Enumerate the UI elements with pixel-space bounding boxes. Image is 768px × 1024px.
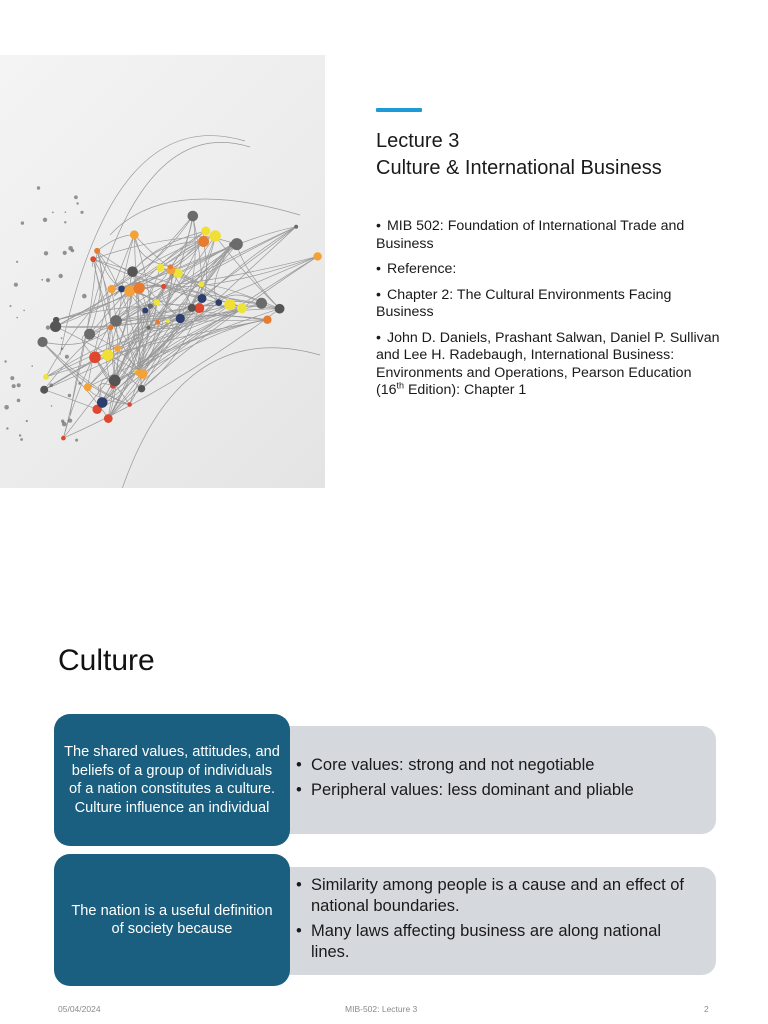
accent-bar — [376, 108, 422, 112]
book-citation: John D. Daniels, Prashant Salwan, Daniel P. Sullivan and Lee H. Radebaugh, International Business: Environments and Operations, Pearson Education (16 — [376, 329, 720, 398]
bullet-icon: • — [376, 286, 381, 303]
bullet-icon: • — [296, 876, 302, 894]
values-panel — [270, 726, 716, 834]
bullet-icon: • — [376, 218, 381, 234]
nation-definition-card — [54, 854, 290, 986]
list-item — [296, 875, 698, 917]
list-item — [296, 921, 698, 963]
bullet-icon: • — [296, 781, 302, 799]
reasons-list — [296, 875, 698, 967]
nation-definition-text: The nation is a useful definition of society because — [71, 902, 273, 937]
list-item — [376, 261, 721, 279]
page-number: 2 — [704, 1004, 709, 1014]
peripheral-values-text: Peripheral values: less dominant and pliable — [311, 781, 634, 799]
network-globe-graphic — [0, 55, 325, 488]
bullet-icon: • — [376, 261, 381, 277]
list-item — [376, 218, 721, 253]
core-values-text: Core values: strong and not negotiable — [311, 756, 595, 774]
slide-title: Culture — [58, 644, 155, 677]
list-item — [296, 755, 698, 776]
footer-date: 05/04/2024 — [58, 1004, 101, 1014]
laws-text: Many laws affecting business are along national lines. — [311, 922, 662, 961]
culture-definition-text: The shared values, attitudes, and beliefs of a group of individuals of a nation constitutes a culture. Culture influence an individual — [64, 744, 280, 816]
list-item — [376, 287, 721, 322]
culture-definition-card — [54, 714, 290, 846]
bullet-icon: • — [376, 329, 381, 346]
course-info-list — [376, 218, 721, 408]
footer-course: MIB-502: Lecture 3 — [345, 1004, 418, 1014]
edition-suffix: th — [396, 380, 405, 391]
bullet-icon: • — [296, 756, 302, 774]
chapter-reference: Chapter 2: The Cultural Environments Facing Business — [376, 286, 672, 320]
reference-label: Reference: — [386, 261, 457, 277]
lecture-title — [376, 128, 746, 182]
nation-reasons-panel — [270, 867, 716, 975]
values-list — [296, 755, 698, 805]
culture-slide — [0, 600, 768, 1024]
list-item — [296, 780, 698, 801]
network-globe-illustration — [0, 55, 325, 488]
book-citation-end: Edition): Chapter 1 — [404, 382, 527, 398]
bullet-icon: • — [296, 922, 302, 940]
lecture-number: Lecture 3 — [376, 130, 460, 152]
course-code: MIB 502: Foundation of International Trade and Business — [376, 218, 685, 252]
list-item — [376, 330, 721, 400]
lecture-topic: Culture & International Business — [376, 157, 662, 179]
similarity-text: Similarity among people is a cause and an effect of national boundaries. — [311, 876, 684, 915]
